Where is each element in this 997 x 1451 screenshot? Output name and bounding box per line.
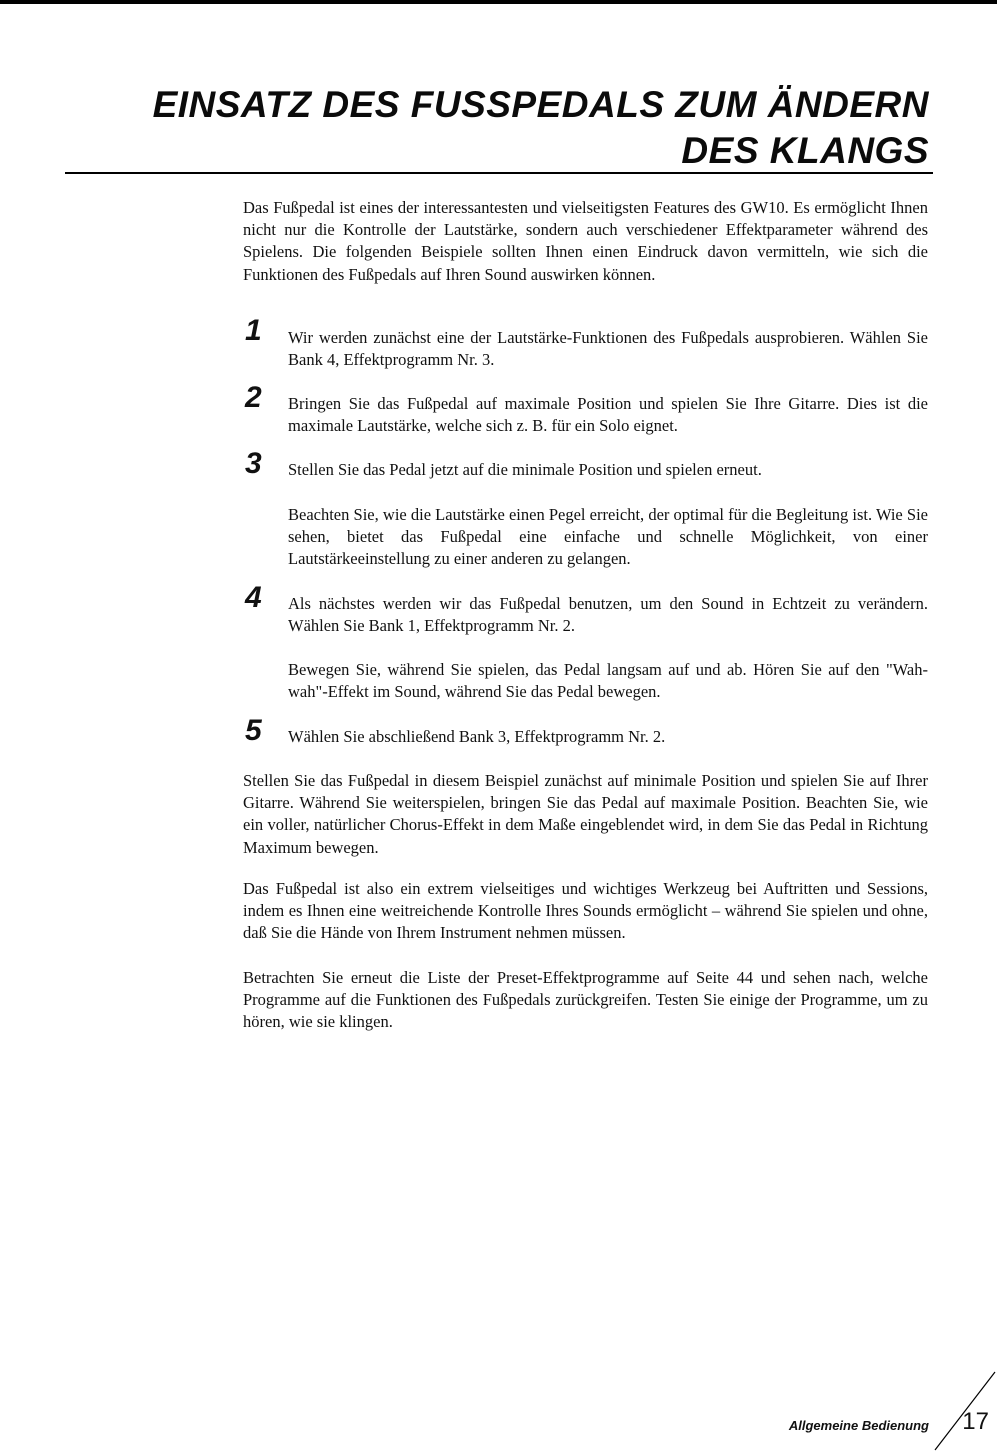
step-note-3: Beachten Sie, wie die Lautstärke einen Pegel erreicht, der optimal für die Begleitung ist. Wie Sie sehen, bietet das Fußpedal eine einfache und schnelle Möglichkeit, von einer Lautstärkeeinstellung zu einer anderen zu gelangen. [288, 505, 928, 569]
step-text-5: Wählen Sie abschließend Bank 3, Effektprogramm Nr. 2. [288, 727, 666, 746]
body-paragraph-2: Das Fußpedal ist also ein extrem vielseitiges und wichtiges Werkzeug bei Auftritten und Sessions, indem es Ihnen eine weitreichende Kontrolle Ihres Sounds ermöglicht – während Sie spielen und ohne, daß Sie die Hände von Ihrem Instrument nehmen müssen. [243, 879, 928, 943]
step-number-5: 5 [245, 714, 262, 747]
page-number: 17 [962, 1408, 989, 1435]
step-text-4: Als nächstes werden wir das Fußpedal benutzen, um den Sound in Echtzeit zu verändern. Wählen Sie Bank 1, Effektprogramm Nr. 2. [288, 594, 928, 636]
step-number-2: 2 [245, 381, 262, 414]
page-title [49, 82, 929, 174]
body-paragraph-1: Stellen Sie das Fußpedal in diesem Beispiel zunächst auf minimale Position und spielen Sie auf Ihrer Gitarre. Während Sie weiterspielen, bringen Sie das Pedal auf maximale Position. Beachten Sie, wie ein voller, natürlicher Chorus-Effekt in dem Maße eingeblendet wird, in dem Sie das Pedal in Richtung Maximum bewegen. [243, 771, 928, 857]
step-number-1: 1 [245, 314, 262, 347]
step-text-1: Wir werden zunächst eine der Lautstärke-Funktionen des Fußpedals ausprobieren. Wählen Sie Bank 4, Effektprogramm Nr. 3. [288, 328, 928, 370]
step-number-3: 3 [245, 447, 262, 480]
step-note-4: Bewegen Sie, während Sie spielen, das Pedal langsam auf und ab. Hören Sie auf den "Wah-wah"-Effekt im Sound, während Sie das Pedal bewegen. [288, 660, 928, 702]
body-paragraph-3: Betrachten Sie erneut die Liste der Preset-Effektprogramme auf Seite 44 und sehen nach, welche Programme auf die Funktionen des Fußpedals zurückgreifen. Testen Sie einige der Programme, um zu hören, wie sie klingen. [243, 968, 928, 1032]
footer-section-name: Allgemeine Bedienung [788, 1418, 929, 1433]
page-title-line-2: DES KLANGS [681, 130, 929, 171]
page-title-line-1: EINSATZ DES FUSSPEDALS ZUM ÄNDERN [152, 84, 929, 125]
top-border-rule [0, 0, 997, 4]
step-text-3: Stellen Sie das Pedal jetzt auf die minimale Position und spielen erneut. [288, 460, 762, 479]
step-number-4: 4 [245, 581, 262, 614]
intro-paragraph: Das Fußpedal ist eines der interessantesten und vielseitigsten Features des GW10. Es ermöglicht Ihnen nicht nur die Kontrolle der Lautstärke, sondern auch verschiedener Effektparameter während des Spielens. Die folgenden Beispiele sollten Ihnen einen Eindruck davon vermitteln, wie sich die Funktionen des Fußpedals auf Ihren Sound auswirken können. [243, 198, 928, 284]
step-text-2: Bringen Sie das Fußpedal auf maximale Position und spielen Sie Ihre Gitarre. Dies ist die maximale Lautstärke, welche sich z. B. für ein Solo eignet. [288, 394, 928, 436]
title-divider [65, 172, 933, 174]
